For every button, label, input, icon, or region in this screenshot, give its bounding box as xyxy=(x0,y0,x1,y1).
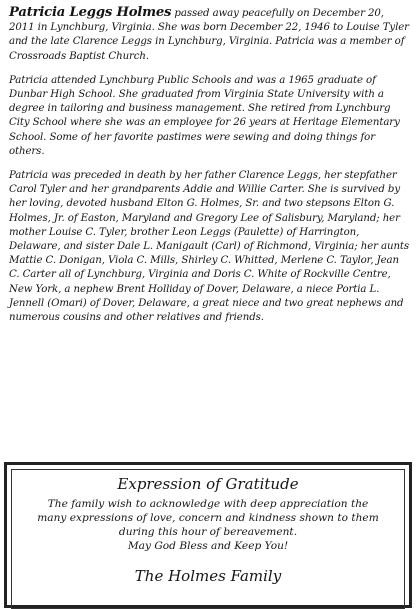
gratitude-line-4: May God Bless and Keep You! xyxy=(127,540,289,552)
family-signature: The Holmes Family xyxy=(134,567,282,585)
obituary-paragraph-1 xyxy=(9,6,411,64)
gratitude-content xyxy=(7,475,409,586)
gratitude-line-1: The family wish to acknowledge with deep appreciation the xyxy=(47,498,369,510)
deceased-name: Patricia Leggs Holmes xyxy=(9,5,172,20)
obituary-paragraph-3: Patricia was preceded in death by her father Clarence Leggs, her stepfather Carol Tyler and her grandparents Addie and Willie Carter. She is survived by her loving, devoted husband Elton G. Holmes, Sr. and two stepsons Elton G. Holmes, Jr. of Easton, Maryland and Gregory Lee of Salisbury, Maryland; her mother Louise C. Tyler, brother Leon Leggs (Paulette) of Harrington, Delaware, and sister Dale L. Manigault (Carl) of Richmond, Virginia; her aunts Mattie C. Donigan, Viola C. Mills, Shirley C. Whitted, Merlene C. Taylor, Jean C. Carter all of Lynchburg, Virginia and Doris C. White of Rockville Centre, New York, a nephew Brent Holliday of Dover, Delaware, a niece Portia L. Jennell (Omari) of Dover, Delaware, a great niece and two great nephews and numerous cousins and other relatives and friends. xyxy=(9,170,410,324)
gratitude-line-3: during this hour of bereavement. xyxy=(118,526,298,538)
gratitude-text xyxy=(7,497,409,553)
obituary-paragraph-1-text: passed away peacefully on December 20, 2011 in Lynchburg, Virginia. She was born December 22, 1946 to Louise Tyler and the late Clarence Leggs in Lynchburg, Virginia. Patricia was a member of Crossroads Baptist Church. xyxy=(9,8,409,62)
obituary-text xyxy=(9,6,411,335)
gratitude-box xyxy=(4,462,412,608)
gratitude-line-2: many expressions of love, concern and kindness shown to them xyxy=(37,512,379,524)
gratitude-title: Expression of Gratitude xyxy=(117,475,299,493)
obituary-paragraph-2: Patricia attended Lynchburg Public Schools and was a 1965 graduate of Dunbar High School. She graduated from Virginia State University with a degree in tailoring and business management. She retired from Lynchburg City School where she was an employee for 26 years at Heritage Elementary School. Some of her favorite pastimes were sewing and doing things for others. xyxy=(9,74,400,157)
